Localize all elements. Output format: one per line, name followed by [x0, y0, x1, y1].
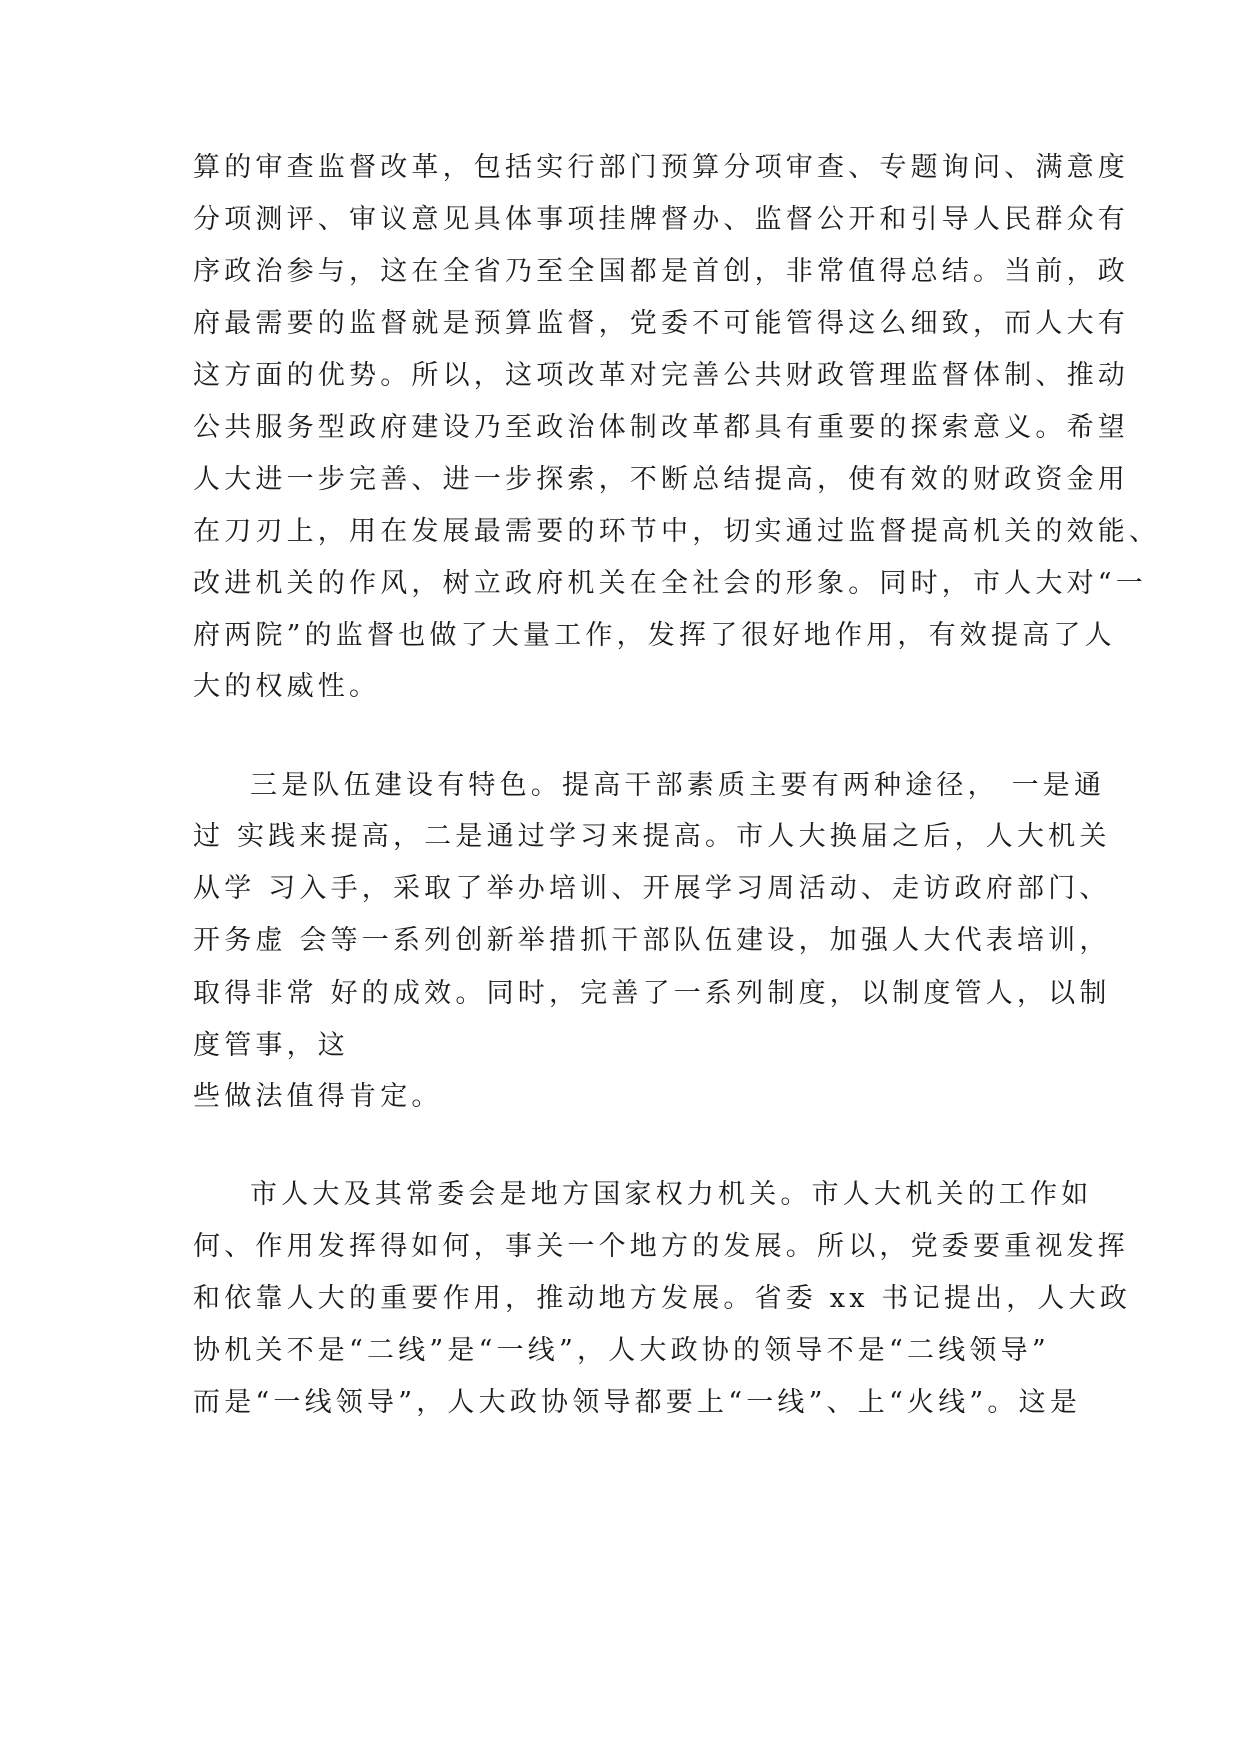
paragraph-1-line-3: 序政治参与，这在全省乃至全国都是首创，非常值得总结。当前，政 [193, 256, 1129, 287]
paragraph-1-line-7: 人大进一步完善、进一步探索，不断总结提高，使有效的财政资金用 [193, 464, 1129, 495]
paragraph-1-line-2: 分项测评、审议意见具体事项挂牌督办、监督公开和引导人民群众有 [193, 204, 1129, 235]
paragraph-2-line-2: 过 实践来提高，二是通过学习来提高。市人大换届之后，人大机关 [193, 821, 1111, 852]
paragraph-3-line-1: 市人大及其常委会是地方国家权力机关。市人大机关的工作如 [250, 1179, 1093, 1210]
paragraph-2-line-5: 取得非常 好的成效。同时，完善了一系列制度，以制度管人，以制 [193, 978, 1111, 1009]
paragraph-1-line-5: 这方面的优势。所以，这项改革对完善公共财政管理监督体制、推动 [193, 360, 1129, 391]
paragraph-1-line-9: 改进机关的作风，树立政府机关在全社会的形象。同时，市人大对“一 [193, 568, 1148, 599]
paragraph-2-line-7: 些做法值得肯定。 [193, 1081, 443, 1112]
paragraph-1-line-4: 府最需要的监督就是预算监督，党委不可能管得这么细致，而人大有 [193, 308, 1129, 339]
paragraph-1-line-11: 大的权威性。 [193, 671, 381, 702]
paragraph-1-line-1: 算的审查监督改革，包括实行部门预算分项审查、专题询问、满意度 [193, 152, 1129, 183]
paragraph-2-line-6: 度管事，这 [193, 1030, 349, 1061]
paragraph-3-line-3: 和依靠人大的重要作用，推动地方发展。省委 xx 书记提出，人大政 [193, 1283, 1132, 1314]
paragraph-2-line-1: 三是队伍建设有特色。提高干部素质主要有两种途径， 一是通 [250, 770, 1106, 801]
paragraph-2-line-3: 从学 习入手，采取了举办培训、开展学习周活动、走访政府部门、 [193, 873, 1111, 904]
paragraph-2-line-4: 开务虚 会等一系列创新举措抓干部队伍建设，加强人大代表培训， [193, 925, 1111, 956]
paragraph-1-line-10: 府两院”的监督也做了大量工作，发挥了很好地作用，有效提高了人 [193, 620, 1116, 651]
paragraph-1-line-8: 在刀刃上，用在发展最需要的环节中，切实通过监督提高机关的效能、 [193, 516, 1161, 547]
paragraph-3-line-5: 而是“一线领导”，人大政协领导都要上“一线”、上“火线”。这是 [193, 1387, 1082, 1418]
paragraph-3-line-2: 何、作用发挥得如何，事关一个地方的发展。所以，党委要重视发挥 [193, 1231, 1129, 1262]
paragraph-1-line-6: 公共服务型政府建设乃至政治体制改革都具有重要的探索意义。希望 [193, 412, 1129, 443]
paragraph-3-line-4: 协机关不是“二线”是“一线”，人大政协的领导不是“二线领导” [193, 1335, 1050, 1366]
